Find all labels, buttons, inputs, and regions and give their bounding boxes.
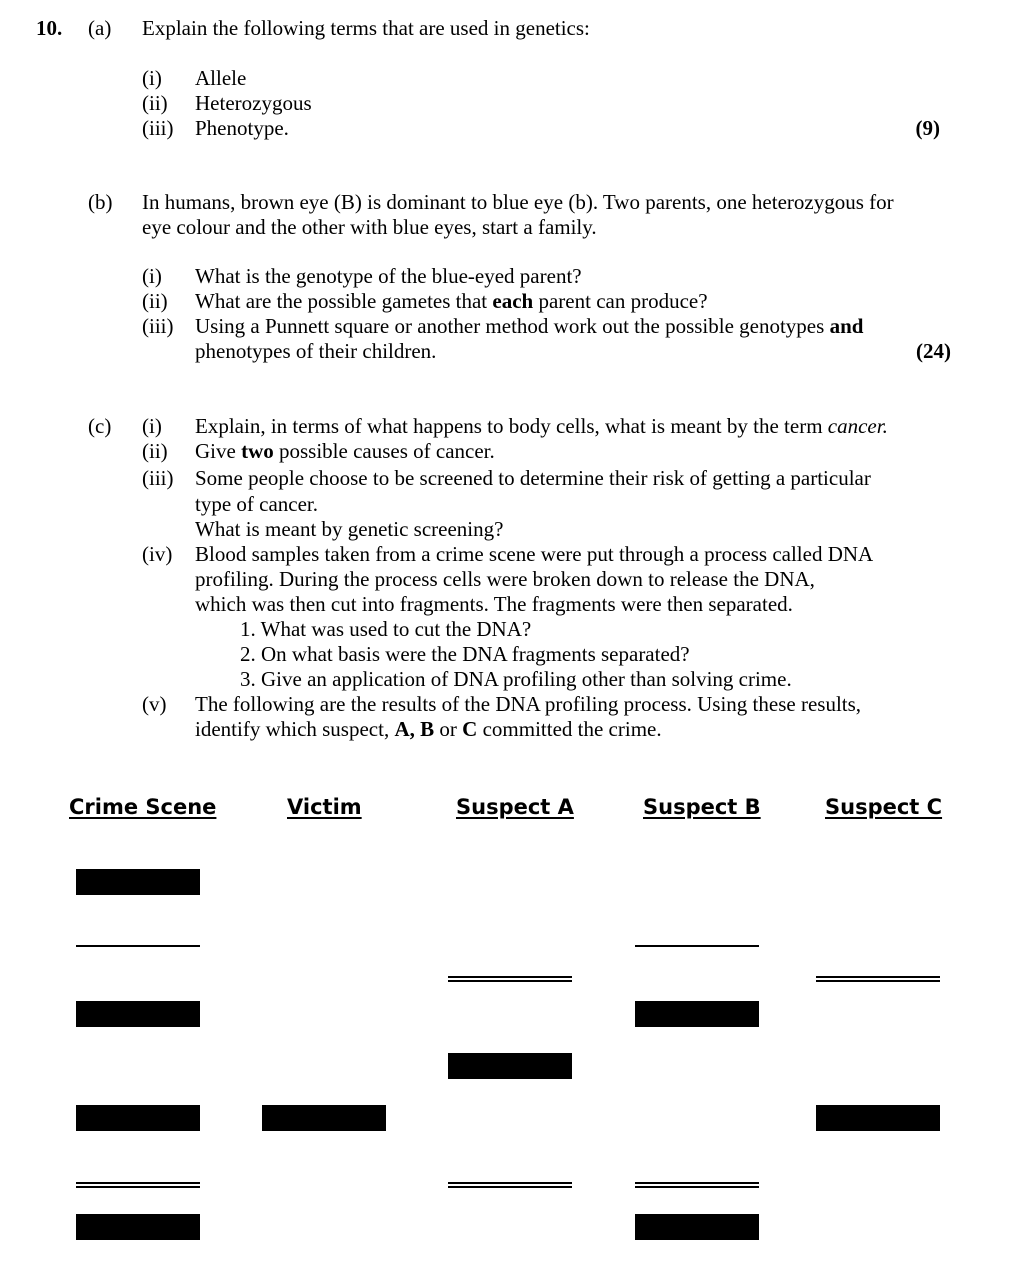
part-c-label: (c) [88, 414, 112, 438]
part-c-iv-line2: profiling. During the process cells were broken down to release the DNA, [195, 567, 815, 591]
question-number: 10. [36, 16, 63, 40]
part-c-iv-sub1: 1. What was used to cut the DNA? [240, 617, 532, 641]
part-b-stem-line1: In humans, brown eye (B) is dominant to blue eye (b). Two parents, one heterozygous for [142, 190, 894, 214]
part-a-item-num: (ii) [142, 91, 168, 115]
lane-label-suspect-b: Suspect B [643, 795, 761, 819]
lane-label-victim: Victim [287, 795, 362, 819]
dna-band-suspect-a [448, 976, 572, 982]
part-c-iv-line1: Blood samples taken from a crime scene were put through a process called DNA [195, 542, 874, 566]
part-a-item-num: (i) [142, 66, 162, 90]
part-b-iii-num: (iii) [142, 314, 174, 338]
part-c-iii-line2: type of cancer. [195, 492, 319, 516]
part-c-iii-line1: Some people choose to be screened to determine their risk of getting a particular [195, 466, 871, 490]
dna-band-crime-scene [76, 1182, 200, 1188]
part-b-iii-line2: phenotypes of their children. [195, 339, 437, 363]
part-c-iii-line3: What is meant by genetic screening? [195, 517, 504, 541]
part-c-v-line2: identify which suspect, A, B or C committed the crime. [195, 717, 662, 741]
part-c-v-num: (v) [142, 692, 167, 716]
part-a-marks: (9) [915, 116, 940, 140]
dna-band-suspect-a [448, 1182, 572, 1188]
dna-band-crime-scene [76, 869, 200, 895]
part-b-i-num: (i) [142, 264, 162, 288]
part-c-ii-num: (ii) [142, 439, 168, 463]
dna-band-suspect-b [635, 945, 759, 947]
dna-band-suspect-c [816, 976, 940, 982]
part-b-stem-line2: eye colour and the other with blue eyes, start a family. [142, 215, 597, 239]
part-b-label: (b) [88, 190, 113, 214]
part-a-item-text: Allele [195, 66, 247, 90]
part-c-i-num: (i) [142, 414, 162, 438]
part-b-ii-num: (ii) [142, 289, 168, 313]
part-a-item-text: Phenotype. [195, 116, 289, 140]
dna-band-crime-scene [76, 1214, 200, 1240]
dna-band-suspect-c [816, 1105, 940, 1131]
dna-band-victim [262, 1105, 386, 1131]
dna-band-suspect-b [635, 1001, 759, 1027]
dna-band-suspect-b [635, 1182, 759, 1188]
dna-band-suspect-b [635, 1214, 759, 1240]
part-c-v-line1: The following are the results of the DNA profiling process. Using these results, [195, 692, 862, 716]
part-b-ii-text: What are the possible gametes that each parent can produce? [195, 289, 708, 313]
dna-band-crime-scene [76, 1105, 200, 1131]
part-c-iii-num: (iii) [142, 466, 174, 490]
part-c-i-text: Explain, in terms of what happens to body cells, what is meant by the term cancer. [195, 414, 888, 438]
part-a-item-text: Heterozygous [195, 91, 312, 115]
part-a-stem: Explain the following terms that are used in genetics: [142, 16, 590, 40]
dna-band-crime-scene [76, 1001, 200, 1027]
part-c-iv-num: (iv) [142, 542, 173, 566]
lane-label-suspect-a: Suspect A [456, 795, 574, 819]
part-c-iv-line3: which was then cut into fragments. The fragments were then separated. [195, 592, 793, 616]
dna-band-suspect-a [448, 1053, 572, 1079]
lane-label-suspect-c: Suspect C [825, 795, 943, 819]
part-a-label: (a) [88, 16, 112, 40]
part-c-iv-sub3: 3. Give an application of DNA profiling other than solving crime. [240, 667, 792, 691]
lane-label-crime-scene: Crime Scene [69, 795, 217, 819]
dna-band-crime-scene [76, 945, 200, 947]
part-b-iii-line1: Using a Punnett square or another method work out the possible genotypes and [195, 314, 864, 338]
part-c-ii-text: Give two possible causes of cancer. [195, 439, 495, 463]
part-c-iv-sub2: 2. On what basis were the DNA fragments separated? [240, 642, 690, 666]
part-b-marks: (24) [916, 339, 951, 363]
part-a-item-num: (iii) [142, 116, 174, 140]
part-b-i-text: What is the genotype of the blue-eyed parent? [195, 264, 582, 288]
